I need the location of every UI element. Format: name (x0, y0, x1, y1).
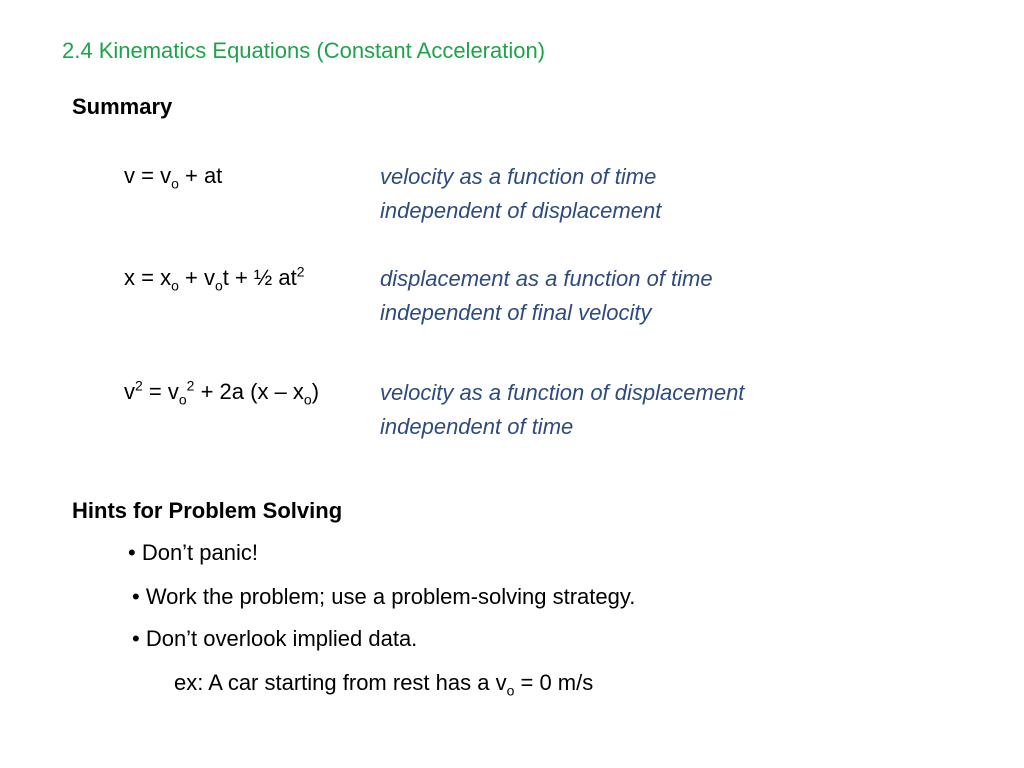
eq-text: + 2a (x – x (194, 379, 304, 404)
description-line: velocity as a function of time (380, 164, 657, 189)
example-text: ex: A car starting from rest has a v (174, 670, 507, 695)
eq-superscript: 2 (296, 263, 305, 280)
eq-subscript: o (171, 277, 179, 294)
eq-subscript: o (178, 391, 187, 408)
eq-text: v = v (124, 163, 172, 188)
equation-description (380, 376, 744, 444)
equation-description (380, 262, 713, 330)
hint-item: • Don’t overlook implied data. (132, 626, 418, 651)
eq-subscript: o (171, 175, 179, 192)
eq-text: + at (178, 163, 223, 188)
example-text: = 0 m/s (514, 670, 594, 695)
equation-displacement-time (124, 263, 305, 294)
eq-text: + v (178, 265, 215, 290)
description-line: independent of time (380, 414, 574, 439)
equation-velocity-time (124, 163, 223, 192)
eq-subscript: o (303, 391, 312, 408)
summary-heading: Summary (72, 94, 173, 119)
equation-description (380, 160, 661, 228)
eq-text: v (124, 379, 135, 404)
equation-velocity-displacement (124, 377, 320, 408)
eq-superscript: 2 (186, 377, 195, 394)
eq-superscript: 2 (135, 377, 143, 394)
hint-example (174, 670, 594, 699)
eq-text: = v (142, 379, 179, 404)
description-line: independent of final velocity (380, 300, 652, 325)
hints-heading: Hints for Problem Solving (72, 498, 343, 523)
description-line: displacement as a function of time (380, 266, 713, 291)
eq-text: t + ½ at (222, 265, 297, 290)
hint-item: • Work the problem; use a problem-solving strategy. (132, 584, 636, 609)
description-line: velocity as a function of displacement (380, 380, 745, 405)
eq-text: x = x (124, 265, 172, 290)
description-line: independent of displacement (380, 198, 662, 223)
eq-subscript: o (214, 277, 223, 294)
example-subscript: o (506, 682, 515, 699)
eq-text: ) (311, 379, 320, 404)
slide-title: 2.4 Kinematics Equations (Constant Acceleration) (62, 38, 546, 63)
hint-item: • Don’t panic! (128, 540, 258, 565)
